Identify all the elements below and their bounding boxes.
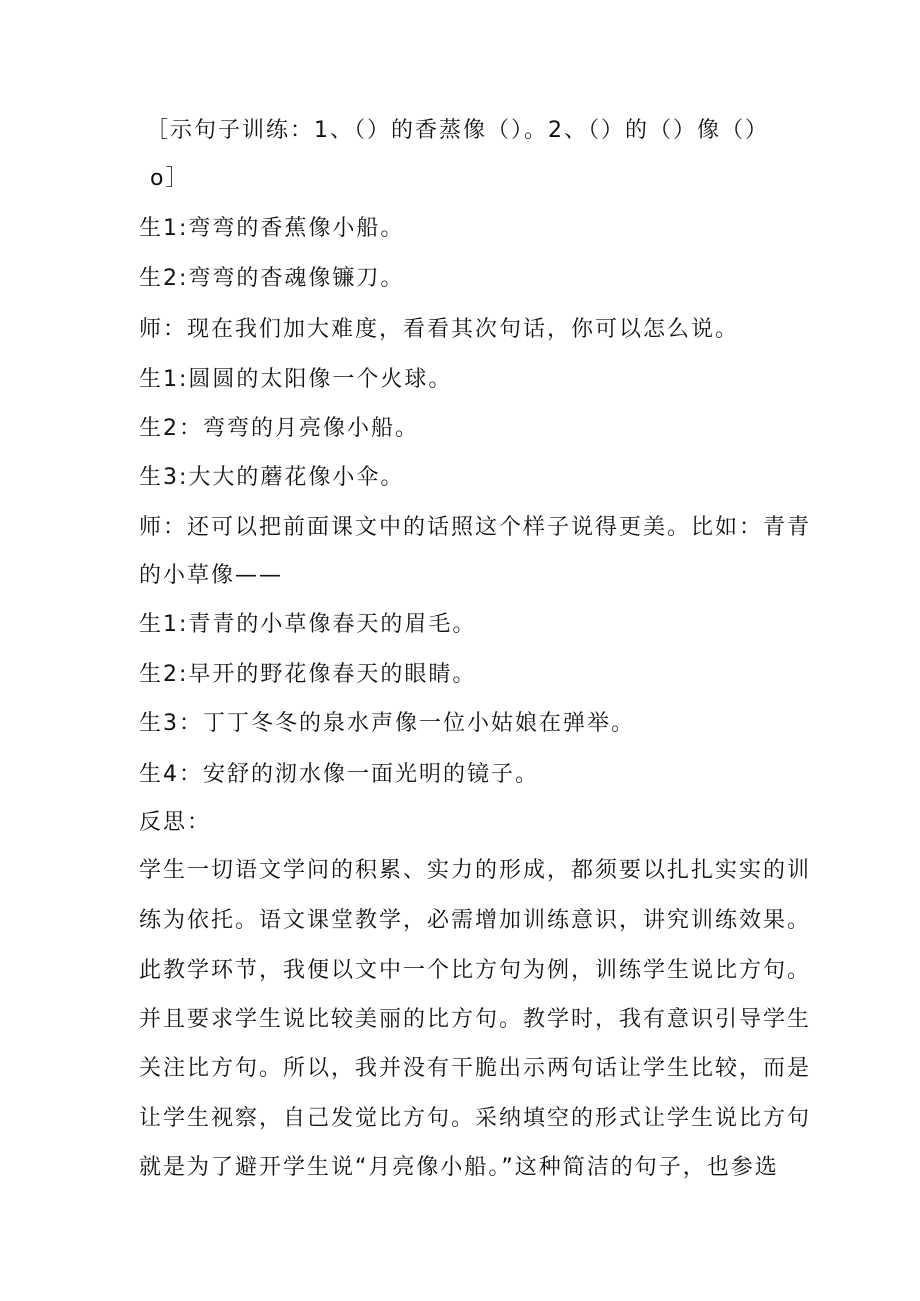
text-line-student-1: 生1:圆圆的太阳像一个火球。 [139,367,453,392]
text-line-teacher: 师：现在我们加大难度，看看其次句话，你可以怎么说。 [139,317,740,342]
text-line-sentence-training: ［示句子训练：1、（）的香蒸像（）。2、（）的（）像（） [146,118,769,143]
paragraph-line: 此教学环节，我便以文中一个比方句为例，训练学生说比方句。 [139,958,812,983]
text-line-student-2: 生2:弯弯的杳魂像镰刀。 [139,266,405,291]
text-line-student-2: 生2：弯弯的月亮像小船。 [139,416,419,441]
text-line-student-2: 生2:早开的野花像春天的眼睛。 [139,662,477,687]
paragraph-line: 并且要求学生说比较美丽的比方句。教学时，我有意识引导学生 [139,1007,812,1032]
paragraph-line: 学生一切语文学问的积累、实力的形成，都须要以扎扎实实的训 [139,858,812,883]
paragraph-line: 练为依托。语文课堂教学，必需增加训练意识，讲究训练效果。 [139,908,812,933]
paragraph-line: 就是为了避开学生说“月亮像小船。”这种简洁的句子，也参选 [139,1155,779,1180]
text-line-student-3: 生3：丁丁冬冬的泉水声像一位小姑娘在弹举。 [139,711,635,736]
text-line-continuation: 的小草像—— [139,563,284,588]
text-line-student-1: 生1:弯弯的香蕉像小船。 [139,216,405,241]
paragraph-line: 关注比方句。所以，我并没有干脆出示两句话让学生比较，而是 [139,1056,812,1081]
text-line-teacher: 师：还可以把前面课文中的话照这个样子说得更美。比如：青青 [139,515,812,540]
text-line-continuation: o］ [150,166,190,191]
text-line-student-1: 生1:青青的小草像春天的眉毛。 [139,612,477,637]
paragraph-line: 让学生视察，自己发觉比方句。采纳填空的形式让学生说比方句 [139,1106,812,1131]
text-line-student-4: 生4：安舒的沏水像一面光明的镜子。 [139,762,539,787]
text-line-student-3: 生3:大大的蘑花像小伞。 [139,465,405,490]
section-heading-reflection: 反思： [139,810,212,835]
